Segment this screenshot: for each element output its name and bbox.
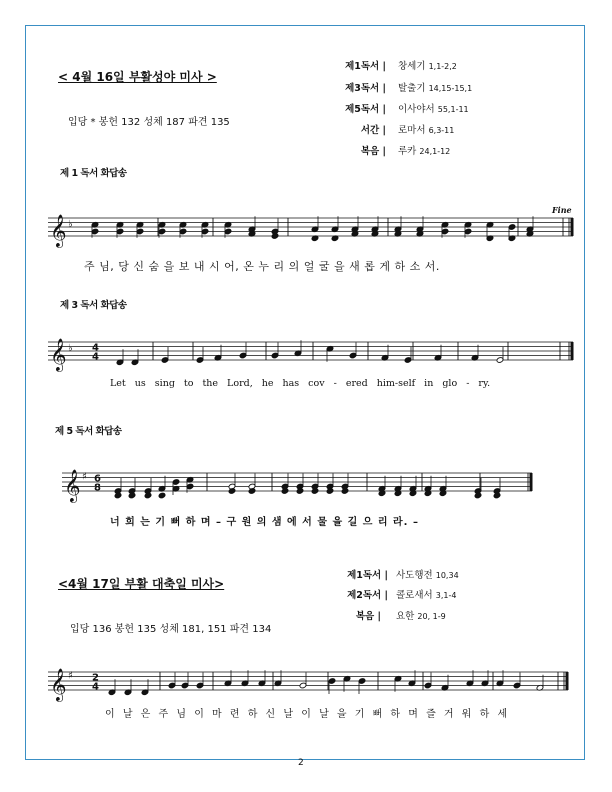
note [144,478,152,499]
note [326,474,334,495]
reading-label: 제1독서 | [347,570,388,581]
music-staff-psalm5 [62,465,532,505]
mass2-lyrics: 이 날 은 주 님 이 마 련 하 신 날 이 날 을 기 뻐 하 며 즐 거 워 하 세 [105,709,510,720]
treble-clef-icon: 𝄞 [50,214,67,247]
note [294,340,302,356]
note [141,679,149,695]
note [496,670,504,686]
note [271,219,279,240]
note [179,221,187,237]
note [474,478,482,499]
reading-label: 제3독서 | [345,83,386,94]
mass1-songs: 입당 * 봉헌 132 성체 187 파견 135 [68,117,230,128]
note [311,474,319,495]
reading-value: 루카 24,1-12 [398,146,451,157]
reading-label: 복음 | [360,146,386,157]
note [466,670,474,686]
reading-value: 창세기 1,1-2,2 [398,61,457,72]
time-signature [92,343,99,363]
note [441,221,449,237]
reading-value: 사도행전 10,34 [396,570,459,581]
reading-value: 이사야서 55,1-11 [398,104,469,115]
reading-label: 복음 | [355,611,381,622]
sharp-icon: ♯ [68,670,73,682]
svg-text:4: 4 [92,351,99,363]
note [394,675,402,691]
note [381,345,389,361]
note [331,216,339,241]
note [296,474,304,495]
note [464,221,472,237]
note [471,345,479,361]
note [214,345,222,361]
reading-value: 로마서 6,3-11 [398,125,455,136]
note [131,349,139,365]
note [158,476,166,499]
note [434,345,442,361]
reading-label: 서간 | [360,125,386,136]
music-staff-psalm3 [48,334,573,374]
note [508,224,516,242]
flat-icon: ♭ [68,343,73,354]
psalm5-heading: 제 5 독서 화답송 [55,426,122,437]
note [441,675,449,691]
psalm1-heading: 제 1 독서 화답송 [60,168,127,179]
reading-label: 제2독서 | [347,590,388,601]
svg-text:4: 4 [92,342,99,354]
note [281,474,289,495]
psalm3-heading: 제 3 독서 화답송 [60,300,127,311]
mass1-title: < 4월 16일 부활성야 미사 > [58,70,217,84]
page-number: 2 [298,758,304,768]
svg-text:6: 6 [94,473,101,485]
reading-label: 제5독서 | [345,104,386,115]
treble-clef-icon: 𝄞 [50,338,67,371]
note [136,221,144,237]
note [158,221,166,237]
note [311,216,319,241]
treble-clef-icon: 𝄞 [64,469,81,502]
flat-icon: ♭ [68,219,73,230]
note [224,670,232,686]
reading-value: 탈출기 14,15-15,1 [398,83,473,94]
note [241,670,249,686]
note [91,221,99,237]
reading-value: 요한 20, 1-9 [396,611,446,622]
note [343,675,351,691]
note [536,675,544,691]
svg-text:4: 4 [92,681,99,693]
note [341,474,349,495]
note [186,476,194,492]
note [201,221,209,237]
note [258,670,266,686]
page-frame [25,25,585,760]
note [481,670,489,686]
treble-clef-icon: 𝄞 [50,668,67,701]
note [408,670,416,686]
note [124,679,132,695]
note [224,221,232,237]
note [108,679,116,695]
music-staff-mass2 [48,664,568,704]
note [116,349,124,365]
mass2-title: <4월 17일 부활 대축일 미사> [58,577,225,591]
note [493,478,501,499]
note [116,221,124,237]
note [128,478,136,499]
psalm3-lyrics: Let us sing to the Lord, he has cov - ered him-self in glo - ry. [110,378,491,389]
svg-text:2: 2 [92,672,99,684]
note [248,474,256,495]
fine-marking: Fine [552,205,572,215]
note [326,345,334,361]
note [172,479,180,495]
note [274,670,282,686]
psalm1-lyrics: 주 님, 당 신 숨 을 보 내 시 어, 온 누 리 의 얼 굴 을 새 롭 게 하 소 서. [84,260,440,273]
note [114,478,122,499]
time-signature [94,474,101,494]
psalm5-lyrics: 너 희 는 기 뻐 하 며 – 구 원 의 샘 에 서 물 을 길 으 리 라. – [110,517,419,528]
time-signature [92,673,99,693]
reading-value: 콜로새서 3,1-4 [396,590,457,601]
reading-label: 제1독서 | [345,61,386,72]
mass2-songs: 입당 136 봉헌 135 성체 181, 151 파견 134 [70,624,272,635]
sharp-icon: ♯ [82,471,87,483]
svg-text:8: 8 [94,482,101,494]
music-staff-psalm1 [48,210,573,250]
note [228,474,236,495]
